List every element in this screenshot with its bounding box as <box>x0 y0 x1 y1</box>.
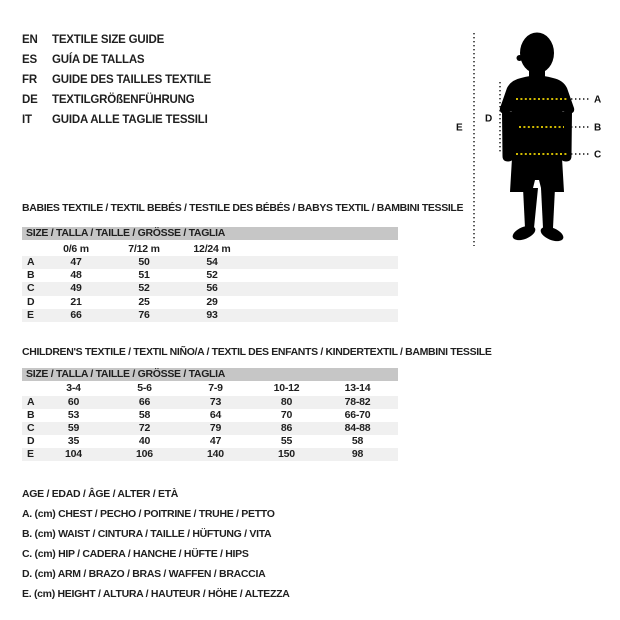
children-section-title: CHILDREN'S TEXTILE / TEXTIL NIÑO/A / TEXTIL DES ENFANTS / KINDERTEXTIL / BAMBINI TESSILE <box>22 346 492 358</box>
row-label: E <box>27 448 34 461</box>
column-header: 13-14 <box>344 382 371 394</box>
table-cell: 66-70 <box>344 409 371 422</box>
table-cell: 78-82 <box>344 396 371 408</box>
language-row-en <box>22 30 211 50</box>
measure-label-c: C <box>594 149 602 161</box>
legend-waist: B. (cm) WAIST / CINTURA / TAILLE / HÜFTUNG / VITA <box>22 528 272 540</box>
table-cell: 60 <box>67 396 80 408</box>
row-label: D <box>27 295 35 308</box>
table-row <box>22 435 398 448</box>
table-cell: 86 <box>280 422 293 435</box>
language-row-it <box>22 110 211 130</box>
table-cell: 66 <box>70 308 82 321</box>
child-silhouette <box>500 33 574 245</box>
table-cell: 79 <box>209 422 222 435</box>
table-cell: 104 <box>65 448 82 461</box>
table-cell: 93 <box>206 308 218 321</box>
table-cell: 80 <box>280 396 293 408</box>
table-cell: 70 <box>280 409 293 422</box>
language-code: ES <box>22 54 37 66</box>
table-row <box>22 448 398 461</box>
row-label: C <box>27 282 35 295</box>
table-cell: 64 <box>209 409 222 422</box>
table-cell: 53 <box>67 409 80 422</box>
table-cell: 25 <box>138 295 150 308</box>
child-measurement-figure <box>450 18 620 250</box>
language-code: EN <box>22 34 38 46</box>
babies-section-title: BABIES TEXTILE / TEXTIL BEBÉS / TESTILE DES BÉBÉS / BABYS TEXTIL / BAMBINI TESSILE <box>22 202 464 214</box>
table-body <box>22 256 398 322</box>
children-size-header-bar: SIZE / TALLA / TAILLE / GRÖSSE / TAGLIA <box>22 368 398 381</box>
table-cell: 59 <box>67 422 80 435</box>
babies-size-header-bar: SIZE / TALLA / TAILLE / GRÖSSE / TAGLIA <box>22 227 398 240</box>
table-row <box>22 296 398 309</box>
header-spacer <box>22 381 38 396</box>
table-cell: 72 <box>138 422 151 435</box>
children-size-table <box>22 381 398 461</box>
table-cell: 47 <box>209 435 222 448</box>
table-cell: 58 <box>351 435 364 448</box>
row-label: A <box>27 396 35 408</box>
table-cell: 29 <box>206 295 218 308</box>
table-cell: 47 <box>70 256 82 268</box>
table-body <box>22 396 398 461</box>
table-cell: 35 <box>67 435 80 448</box>
legend-arm: D. (cm) ARM / BRAZO / BRAS / WAFFEN / BRACCIA <box>22 568 266 580</box>
table-cell: 76 <box>138 308 150 321</box>
legend-hip: C. (cm) HIP / CADERA / HANCHE / HÜFTE / HIPS <box>22 548 249 560</box>
table-cell: 51 <box>138 269 150 282</box>
table-cell: 21 <box>70 295 82 308</box>
row-label: D <box>27 435 35 448</box>
table-row <box>22 282 398 295</box>
table-cell: 98 <box>351 448 364 461</box>
column-header: 12/24 m <box>193 243 231 255</box>
measure-label-d: D <box>485 113 493 125</box>
header-spacer <box>22 243 42 256</box>
column-header: 5-6 <box>137 382 152 394</box>
row-label: E <box>27 308 34 321</box>
table-header-row <box>22 381 398 396</box>
language-row-es <box>22 50 211 70</box>
legend-height: E. (cm) HEIGHT / ALTURA / HAUTEUR / HÖHE / ALTEZZA <box>22 588 290 600</box>
table-header-row <box>22 243 398 256</box>
column-header: 7/12 m <box>128 243 160 255</box>
measurement-legend <box>22 484 290 604</box>
language-title: TEXTILGRÖßENFÜHRUNG <box>52 94 195 106</box>
legend-chest: A. (cm) CHEST / PECHO / POITRINE / TRUHE / PETTO <box>22 508 275 520</box>
language-title: TEXTILE SIZE GUIDE <box>52 34 165 46</box>
column-header: 10-12 <box>273 382 300 394</box>
table-row <box>22 256 398 269</box>
babies-size-table <box>22 243 398 322</box>
row-label: C <box>27 422 35 435</box>
table-cell: 58 <box>138 409 151 422</box>
measure-label-b: B <box>594 122 602 134</box>
language-code: IT <box>22 114 32 126</box>
table-row <box>22 409 398 422</box>
language-row-de <box>22 90 211 110</box>
table-cell: 56 <box>206 282 218 295</box>
language-row-fr <box>22 70 211 90</box>
table-cell: 49 <box>70 282 82 295</box>
column-header: 3-4 <box>66 382 81 394</box>
legend-age: AGE / EDAD / ÂGE / ALTER / ETÀ <box>22 488 179 500</box>
language-title: GUIDA ALLE TAGLIE TESSILI <box>52 114 208 126</box>
table-row <box>22 269 398 282</box>
table-cell: 40 <box>138 435 151 448</box>
row-label: B <box>27 409 35 422</box>
measure-label-e: E <box>456 122 463 134</box>
row-label: A <box>27 256 35 268</box>
table-cell: 106 <box>136 448 153 461</box>
table-cell: 52 <box>206 269 218 282</box>
language-code: DE <box>22 94 38 106</box>
table-row <box>22 309 398 322</box>
table-cell: 54 <box>206 256 218 268</box>
row-label: B <box>27 269 35 282</box>
table-cell: 48 <box>70 269 82 282</box>
table-cell: 150 <box>278 448 295 461</box>
table-cell: 84-88 <box>344 422 371 435</box>
language-list <box>22 30 211 130</box>
table-row <box>22 396 398 409</box>
table-row <box>22 422 398 435</box>
table-cell: 73 <box>209 396 222 408</box>
table-cell: 52 <box>138 282 150 295</box>
table-cell: 50 <box>138 256 150 268</box>
language-title: GUIDE DES TAILLES TEXTILE <box>52 74 211 86</box>
column-header: 0/6 m <box>63 243 89 255</box>
table-cell: 66 <box>138 396 151 408</box>
measure-label-a: A <box>594 94 602 106</box>
table-cell: 55 <box>280 435 293 448</box>
table-cell: 140 <box>207 448 224 461</box>
column-header: 7-9 <box>208 382 223 394</box>
language-code: FR <box>22 74 37 86</box>
language-title: GUÍA DE TALLAS <box>52 54 145 66</box>
